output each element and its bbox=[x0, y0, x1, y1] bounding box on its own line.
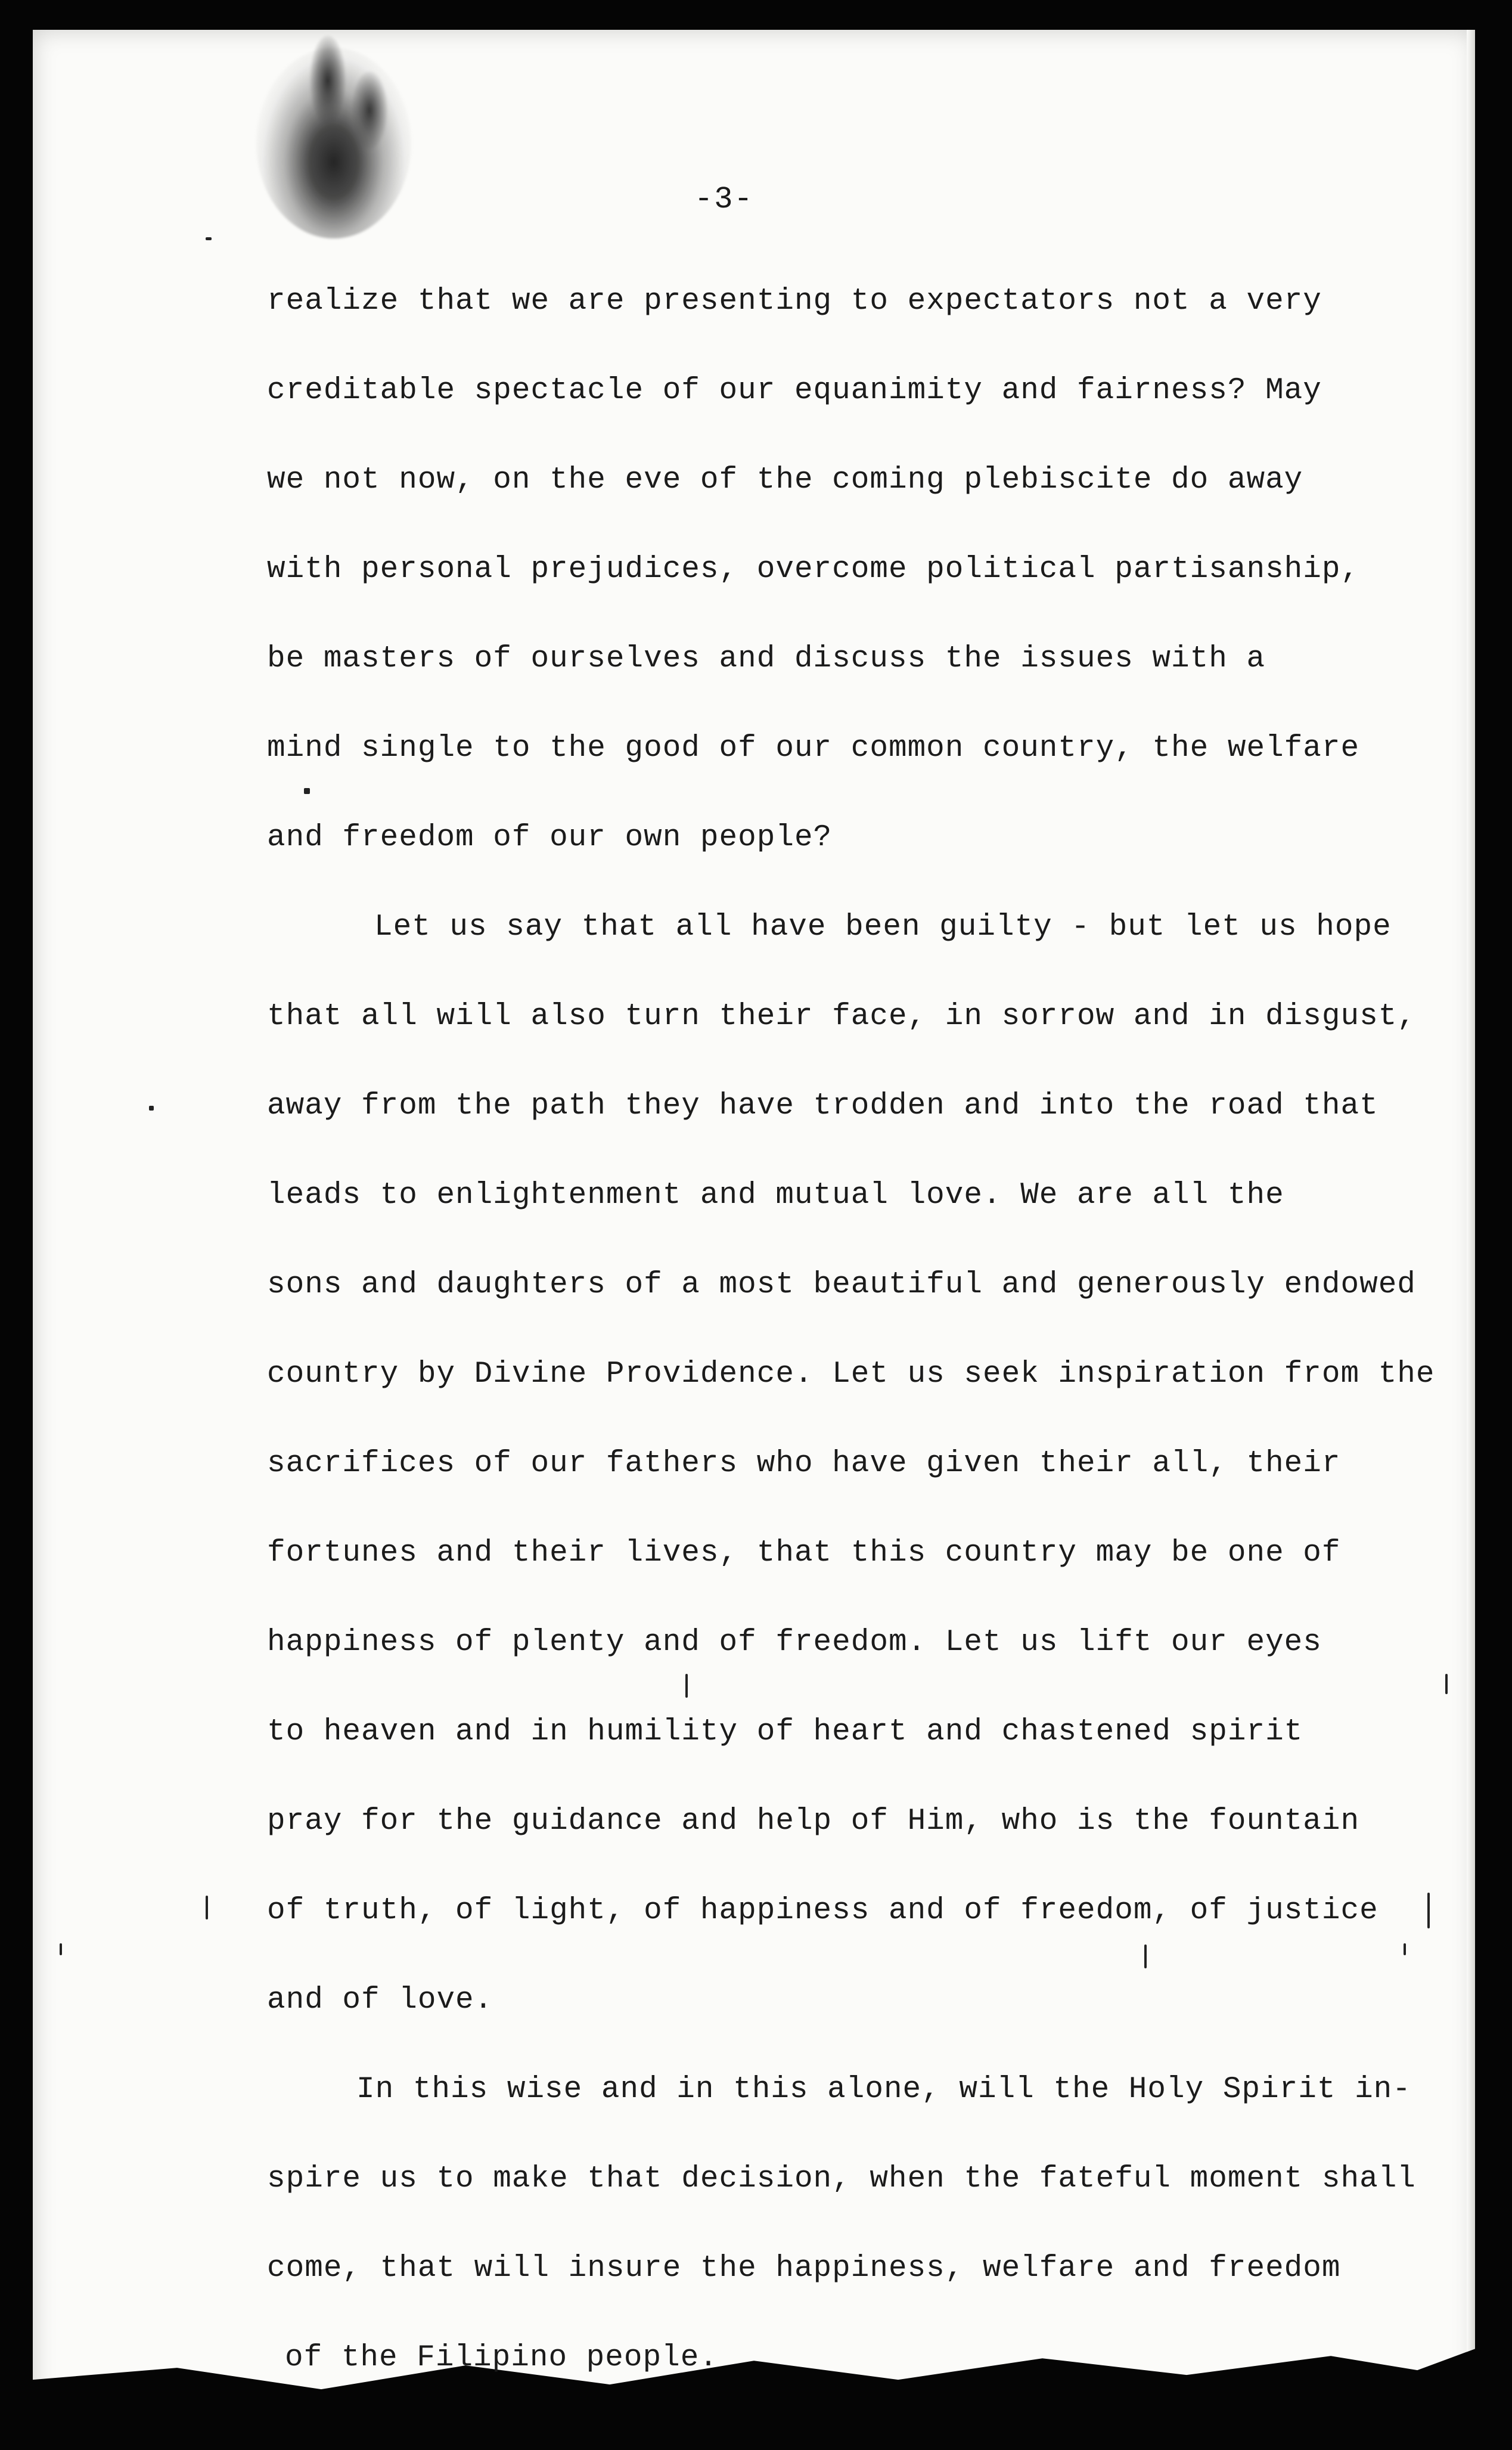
scan-speck bbox=[1144, 1945, 1147, 1968]
scan-speck bbox=[206, 1896, 208, 1919]
scan-speck bbox=[685, 1674, 688, 1698]
scan-speck bbox=[1445, 1674, 1448, 1694]
text-line: sacrifices of our fathers who have given their all, their bbox=[267, 1447, 1341, 1481]
scan-speck bbox=[206, 237, 212, 240]
text-line: of truth, of light, of happiness and of freedom, of justice bbox=[267, 1894, 1379, 1928]
text-line: of the Filipino people. bbox=[285, 2341, 718, 2375]
ink-stain-drip bbox=[310, 36, 346, 125]
text-line: and freedom of our own people? bbox=[267, 821, 833, 855]
scan-speck bbox=[60, 1943, 62, 1955]
text-line: country by Divine Providence. Let us seek inspiration from the bbox=[267, 1357, 1435, 1391]
text-line: come, that will insure the happiness, welfare and freedom bbox=[267, 2251, 1341, 2285]
text-line: be masters of ourselves and discuss the issues with a bbox=[267, 642, 1266, 676]
scan-speck bbox=[1404, 1943, 1406, 1955]
text-line: realize that we are presenting to expectators not a very bbox=[267, 284, 1322, 318]
text-line: with personal prejudices, overcome political partisanship, bbox=[267, 553, 1360, 587]
text-line: fortunes and their lives, that this country may be one of bbox=[267, 1536, 1341, 1570]
text-line: pray for the guidance and help of Him, who is the fountain bbox=[267, 1804, 1360, 1838]
text-line: creditable spectacle of our equanimity and fairness? May bbox=[267, 374, 1322, 408]
scan-speck bbox=[1427, 1893, 1430, 1928]
text-line: away from the path they have trodden and into the road that bbox=[267, 1089, 1379, 1123]
paragraph-start-line: Let us say that all have been guilty - but let us hope bbox=[374, 910, 1392, 944]
text-line: mind single to the good of our common country, the welfare bbox=[267, 731, 1360, 765]
text-line: happiness of plenty and of freedom. Let us lift our eyes bbox=[267, 1626, 1322, 1660]
text-line: sons and daughters of a most beautiful and generously endowed bbox=[267, 1268, 1416, 1302]
page-number: -3- bbox=[694, 182, 754, 217]
scan-speck bbox=[304, 788, 310, 794]
paragraph-start-line: In this wise and in this alone, will the Holy Spirit in- bbox=[356, 2073, 1411, 2107]
ink-stain-drip bbox=[352, 72, 387, 149]
scan-speck bbox=[149, 1106, 154, 1111]
document-body bbox=[267, 274, 1447, 2420]
text-line: we not now, on the eve of the coming plebiscite do away bbox=[267, 463, 1303, 497]
text-line: leads to enlightenment and mutual love. We are all the bbox=[267, 1179, 1284, 1212]
text-line: to heaven and in humility of heart and chastened spirit bbox=[267, 1715, 1303, 1749]
text-line: spire us to make that decision, when the fateful moment shall bbox=[267, 2162, 1416, 2196]
text-line: and of love. bbox=[267, 1983, 493, 2017]
text-line: that all will also turn their face, in sorrow and in disgust, bbox=[267, 1000, 1416, 1034]
page-edge-shadow bbox=[1467, 30, 1475, 2408]
